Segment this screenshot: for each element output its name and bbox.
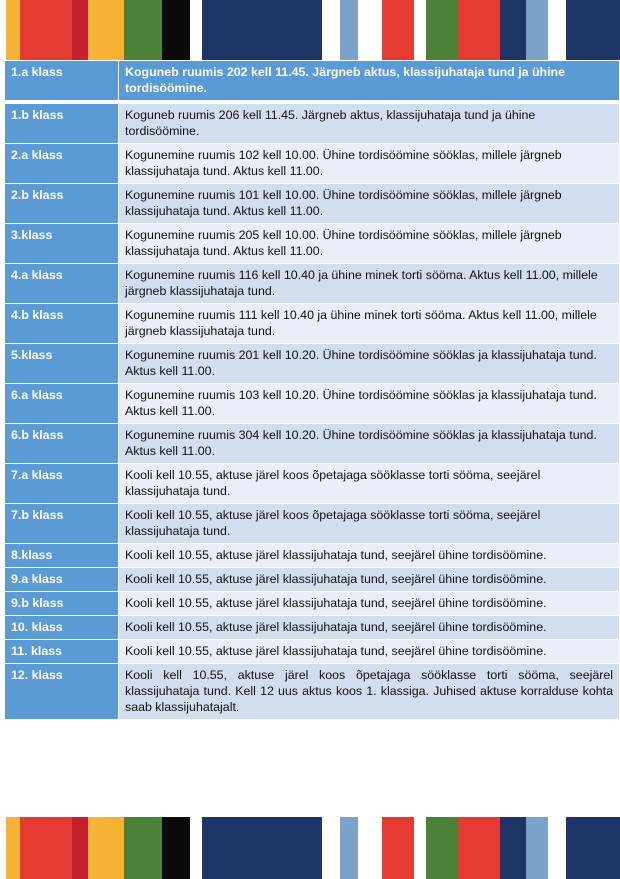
info-cell: Koguneb ruumis 206 kell 11.45. Järgneb aktus, klassijuhataja tund ja ühine tordisöömine. [119, 102, 620, 144]
stripe [566, 817, 620, 879]
info-cell: Kogunemine ruumis 103 kell 10.20. Ühine tordisöömine sööklas ja klassijuhataja tund. Aktus kell 11.00. [119, 384, 620, 424]
table-row [5, 616, 620, 640]
stripe [20, 817, 42, 879]
stripe [72, 817, 88, 879]
stripe [232, 817, 262, 879]
info-cell: Kogunemine ruumis 101 kell 10.00. Ühine tordisöömine sööklas, millele järgneb klassijuhataja tund. Aktus kell 11.00. [119, 184, 620, 224]
stripe [382, 817, 414, 879]
stripe [322, 817, 340, 879]
bottom-stripe-band [0, 817, 620, 879]
class-cell: 4.b klass [5, 304, 119, 344]
stripe [20, 0, 42, 60]
table-row [5, 384, 620, 424]
stripe [526, 0, 548, 60]
stripe [72, 0, 88, 60]
table-row [5, 464, 620, 504]
info-cell: Kooli kell 10.55, aktuse järel klassijuhataja tund, seejärel ühine tordisöömine. [119, 544, 620, 568]
info-cell: Kogunemine ruumis 116 kell 10.40 ja ühine minek torti sööma. Aktus kell 11.00, millele järgneb klassijuhataja tund. [119, 264, 620, 304]
stripe [340, 0, 358, 60]
stripe [458, 0, 500, 60]
info-cell: Kogunemine ruumis 201 kell 10.20. Ühine tordisöömine sööklas ja klassijuhataja tund. Aktus kell 11.00. [119, 344, 620, 384]
info-cell: Kogunemine ruumis 111 kell 10.40 ja ühine minek torti sööma. Aktus kell 11.00, millele järgneb klassijuhataja tund. [119, 304, 620, 344]
info-cell: Koguneb ruumis 202 kell 11.45. Järgneb aktus, klassijuhataja tund ja ühine tordisöömine. [119, 61, 620, 103]
info-cell: Kogunemine ruumis 304 kell 10.20. Ühine tordisöömine sööklas ja klassijuhataja tund. Aktus kell 11.00. [119, 424, 620, 464]
table-row [5, 664, 620, 720]
table-row [5, 592, 620, 616]
table-row [5, 144, 620, 184]
stripe [202, 0, 232, 60]
class-cell: 6.b klass [5, 424, 119, 464]
table-row [5, 304, 620, 344]
stripe [42, 817, 72, 879]
stripe [202, 817, 232, 879]
stripe [292, 0, 322, 60]
stripe [426, 817, 458, 879]
table-row [5, 224, 620, 264]
stripe [6, 817, 20, 879]
class-cell: 3.klass [5, 224, 119, 264]
info-cell: Kooli kell 10.55, aktuse järel klassijuhataja tund, seejärel ühine tordisöömine. [119, 640, 620, 664]
class-cell: 12. klass [5, 664, 119, 720]
table-row [5, 102, 620, 144]
stripe [88, 817, 124, 879]
table-row [5, 424, 620, 464]
table-row [5, 640, 620, 664]
stripe [292, 817, 322, 879]
class-cell: 2.a klass [5, 144, 119, 184]
table-row [5, 568, 620, 592]
info-cell: Kooli kell 10.55, aktuse järel koos õpetajaga sööklasse torti sööma, seejärel klassijuhataja tund. Kell 12 uus aktus koos 1. klassiga. Juhised aktuse korralduse kohta saab klassijuhatajalt. [119, 664, 620, 720]
class-cell: 8.klass [5, 544, 119, 568]
class-cell: 1.a klass [5, 61, 119, 103]
info-cell: Kooli kell 10.55, aktuse järel klassijuhataja tund, seejärel ühine tordisöömine. [119, 592, 620, 616]
stripe [262, 0, 292, 60]
stripe [382, 0, 414, 60]
info-cell: Kogunemine ruumis 102 kell 10.00. Ühine tordisöömine sööklas, millele järgneb klassijuhataja tund. Aktus kell 11.00. [119, 144, 620, 184]
stripe [6, 0, 20, 60]
class-cell: 7.b klass [5, 504, 119, 544]
stripe [340, 817, 358, 879]
info-cell: Kooli kell 10.55, aktuse järel koos õpetajaga sööklasse torti sööma, seejärel klassijuhataja tund. [119, 464, 620, 504]
class-schedule-table [4, 60, 620, 720]
class-cell: 9.b klass [5, 592, 119, 616]
stripe [414, 817, 426, 879]
stripe [162, 817, 190, 879]
table-row [5, 184, 620, 224]
stripe [190, 817, 202, 879]
stripe [162, 0, 190, 60]
class-cell: 9.a klass [5, 568, 119, 592]
stripe [548, 0, 566, 60]
stripe [322, 0, 340, 60]
class-cell: 1.b klass [5, 102, 119, 144]
stripe [42, 0, 72, 60]
table-row [5, 61, 620, 103]
stripe [548, 817, 566, 879]
stripe [566, 0, 620, 60]
stripe [414, 0, 426, 60]
stripe [458, 817, 500, 879]
stripe [500, 0, 526, 60]
info-cell: Kooli kell 10.55, aktuse järel klassijuhataja tund, seejärel ühine tordisöömine. [119, 616, 620, 640]
table-row [5, 264, 620, 304]
table-row [5, 504, 620, 544]
class-cell: 11. klass [5, 640, 119, 664]
info-cell: Kogunemine ruumis 205 kell 10.00. Ühine tordisöömine sööklas, millele järgneb klassijuhataja tund. Aktus kell 11.00. [119, 224, 620, 264]
top-stripe-band [0, 0, 620, 60]
stripe [358, 0, 382, 60]
stripe [232, 0, 262, 60]
stripe [526, 817, 548, 879]
table-row [5, 344, 620, 384]
info-cell: Kooli kell 10.55, aktuse järel koos õpetajaga sööklasse torti sööma, seejärel klassijuhataja tund. [119, 504, 620, 544]
class-cell: 2.b klass [5, 184, 119, 224]
info-cell: Kooli kell 10.55, aktuse järel klassijuhataja tund, seejärel ühine tordisöömine. [119, 568, 620, 592]
table-row [5, 544, 620, 568]
stripe [124, 0, 162, 60]
stripe [426, 0, 458, 60]
stripe [190, 0, 202, 60]
stripe [358, 817, 382, 879]
class-cell: 7.a klass [5, 464, 119, 504]
class-cell: 6.a klass [5, 384, 119, 424]
stripe [500, 817, 526, 879]
stripe [88, 0, 124, 60]
stripe [124, 817, 162, 879]
stripe [262, 817, 292, 879]
class-cell: 4.a klass [5, 264, 119, 304]
class-cell: 10. klass [5, 616, 119, 640]
class-cell: 5.klass [5, 344, 119, 384]
